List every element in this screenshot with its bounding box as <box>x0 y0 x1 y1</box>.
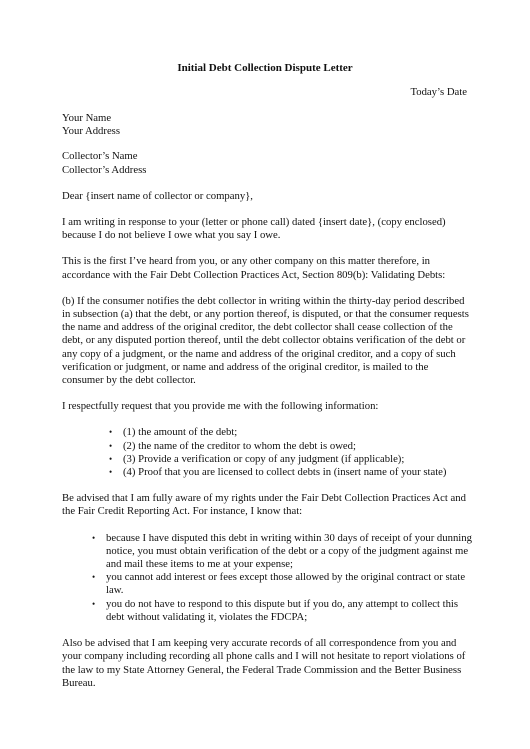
recipient-block <box>62 150 472 176</box>
list-item-text: (1) the amount of the debt; <box>123 426 238 439</box>
document-title: Initial Debt Collection Dispute Letter <box>177 62 353 74</box>
list-item-text: you cannot add interest or fees except those allowed by the original contract or state law. <box>106 571 466 597</box>
bullet-icon: • <box>109 467 113 478</box>
list-item-text: because I have disputed this debt in writing within 30 days of receipt of your dunning notice, you must obtain verification of the debt or a copy of the judgment against me and mail these items to me at your expense; <box>106 531 472 571</box>
request-paragraph: I respectfully request that you provide me with the following information: <box>62 400 379 413</box>
list-item-text: you do not have to respond to this dispute but if you do, any attempt to collect this debt without validating it, violates the FDCPA; <box>106 597 459 623</box>
bullet-icon: • <box>92 598 96 609</box>
list-item <box>92 571 472 597</box>
salutation: Dear {insert name of collector or company}, <box>62 189 253 202</box>
bullet-icon: • <box>92 572 96 583</box>
rights-list <box>62 532 472 624</box>
list-item-text: (2) the name of the creditor to whom the debt is owed; <box>123 439 356 452</box>
bullet-icon: • <box>109 427 113 438</box>
intro-paragraph: I am writing in response to your (letter or phone call) dated {insert date}, (copy enclosed) because I do not believe I owe what you say I owe. <box>62 216 446 242</box>
sender-block <box>62 112 472 138</box>
sender-address: Your Address <box>62 125 121 138</box>
letter-body <box>62 112 472 690</box>
rights-paragraph: Be advised that I am fully aware of my rights under the Fair Debt Collection Practices Act and the Fair Credit Reporting Act. For instance, I know that: <box>62 492 466 518</box>
bullet-icon: • <box>109 453 113 464</box>
list-item <box>109 466 472 479</box>
recipient-name: Collector’s Name <box>62 150 138 163</box>
list-item <box>109 453 472 466</box>
letter-date: Today’s Date <box>410 86 467 98</box>
first-heard-paragraph: This is the first I’ve heard from you, or any other company on this matter therefore, in accordance with the Fair Debt Collection Practices Act, Section 809(b): Validating Debts: <box>62 255 446 281</box>
list-item-text: (4) Proof that you are licensed to collect debts in (insert name of your state) <box>123 466 447 479</box>
sender-name: Your Name <box>62 112 112 124</box>
list-item <box>92 598 472 624</box>
records-paragraph: Also be advised that I am keeping very accurate records of all correspondence from you and your company including recording all phone calls and I will not hesitate to report violations of the law to my State Attorney General, the Federal Trade Commission and the Better Business Bureau. <box>62 637 466 689</box>
list-item <box>109 440 472 453</box>
list-item <box>109 426 472 439</box>
list-item <box>92 532 472 572</box>
recipient-address: Collector’s Address <box>62 163 147 176</box>
bullet-icon: • <box>109 440 113 451</box>
bullet-icon: • <box>92 532 96 543</box>
info-request-list <box>62 426 472 479</box>
list-item-text: (3) Provide a verification or copy of any judgment (if applicable); <box>123 452 405 465</box>
section-b-paragraph: (b) If the consumer notifies the debt collector in writing within the thirty-day period described in subsection (a) that the debt, or any portion thereof, is disputed, or that the consumer requests the name and address of the original creditor, the debt collector shall cease collection of the debt, or any disputed portion thereof, until the debt collector obtains verification of the debt or any copy of a judgment, or the name and address of the original creditor, and a copy of such verification or judgment, or name and address of the original creditor, is mailed to the consumer by the debt collector. <box>62 294 469 387</box>
